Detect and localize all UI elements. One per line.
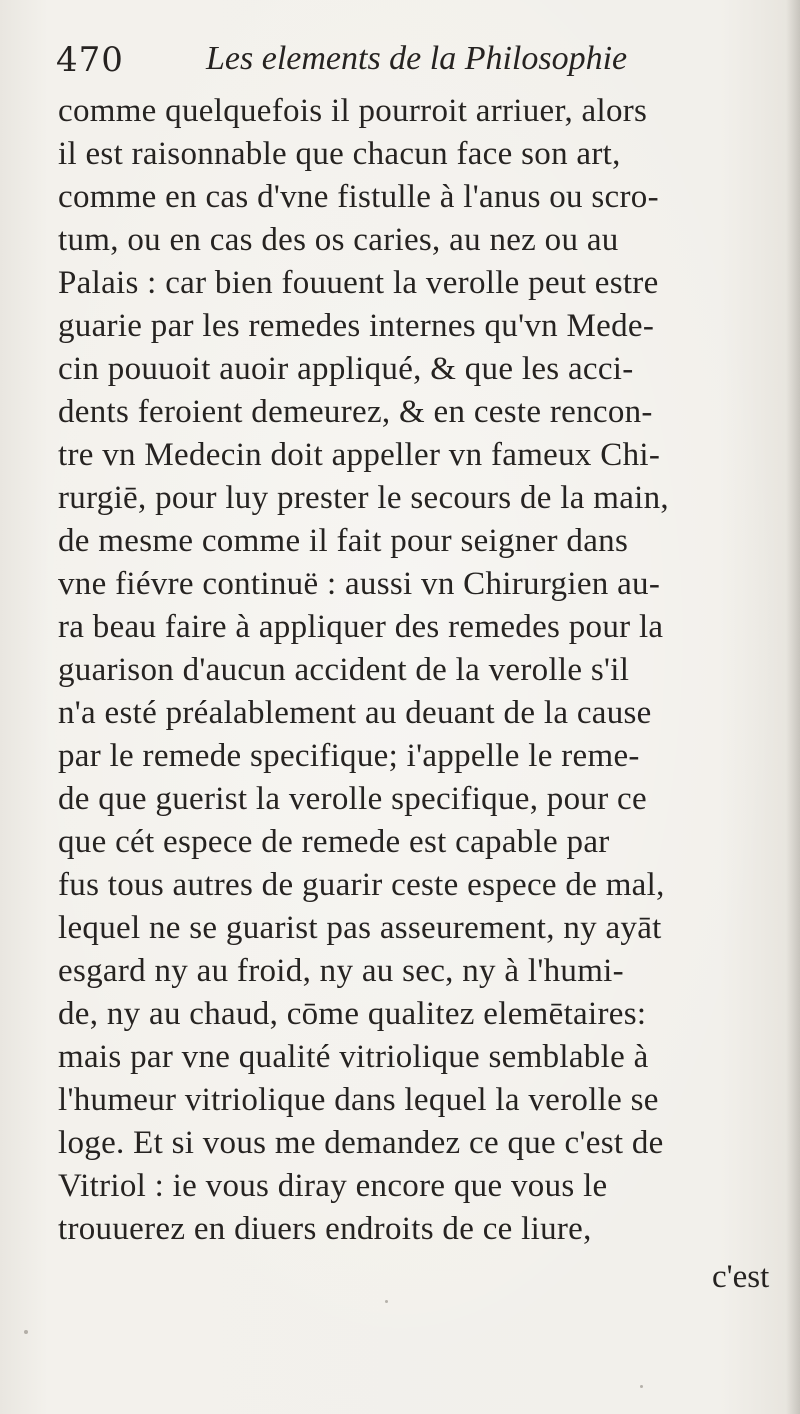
text-line: loge. Et si vous me demandez ce que c'est de <box>58 1125 664 1161</box>
text-line: n'a esté préalablement au deuant de la cause <box>58 695 652 731</box>
catchword: c'est <box>712 1259 770 1295</box>
page-header <box>56 34 756 86</box>
text-line: de que guerist la verolle specifique, pour ce <box>58 781 647 817</box>
text-line: dents feroient demeurez, & en ceste rencon- <box>58 394 653 430</box>
paper-speck <box>640 1385 643 1388</box>
text-line: il est raisonnable que chacun face son art, <box>58 136 621 172</box>
text-line: guarie par les remedes internes qu'vn Mede- <box>58 308 655 344</box>
text-line: mais par vne qualité vitriolique semblable à <box>58 1039 649 1075</box>
text-line: ra beau faire à appliquer des remedes pour la <box>58 609 664 645</box>
running-title: Les elements de la Philosophie <box>206 40 628 77</box>
text-line: de, ny au chaud, cōme qualitez elemētaires: <box>58 996 647 1032</box>
body-text <box>58 90 778 1251</box>
text-line: trouuerez en diuers endroits de ce liure, <box>58 1211 592 1247</box>
paper-speck <box>385 1300 388 1303</box>
text-line: par le remede specifique; i'appelle le reme- <box>58 738 640 774</box>
paper-speck <box>24 1330 28 1334</box>
text-line: vne fiévre continuë : aussi vn Chirurgien au- <box>58 566 661 602</box>
text-line: que cét espece de remede est capable par <box>58 824 610 860</box>
text-line: guarison d'aucun accident de la verolle s'il <box>58 652 630 688</box>
text-line: comme quelquefois il pourroit arriuer, alors <box>58 93 648 129</box>
text-line: rurgiē, pour luy prester le secours de la main, <box>58 480 669 516</box>
text-line: Vitriol : ie vous diray encore que vous le <box>58 1168 608 1204</box>
text-line: lequel ne se guarist pas asseurement, ny ayāt <box>58 910 662 946</box>
text-line: Palais : car bien fouuent la verolle peut estre <box>58 265 659 301</box>
text-line: l'humeur vitriolique dans lequel la verolle se <box>58 1082 659 1118</box>
text-line: tre vn Medecin doit appeller vn fameux Chi- <box>58 437 661 473</box>
text-line: cin pouuoit auoir appliqué, & que les acci- <box>58 351 634 387</box>
page-edge-shadow <box>786 0 800 1414</box>
text-line: comme en cas d'vne fistulle à l'anus ou scro- <box>58 179 659 215</box>
text-line: esgard ny au froid, ny au sec, ny à l'humi- <box>58 953 624 989</box>
text-line: de mesme comme il fait pour seigner dans <box>58 523 629 559</box>
text-line: fus tous autres de guarir ceste espece de mal, <box>58 867 665 903</box>
page-number: 470 <box>56 40 124 80</box>
text-line: tum, ou en cas des os caries, au nez ou au <box>58 222 619 258</box>
